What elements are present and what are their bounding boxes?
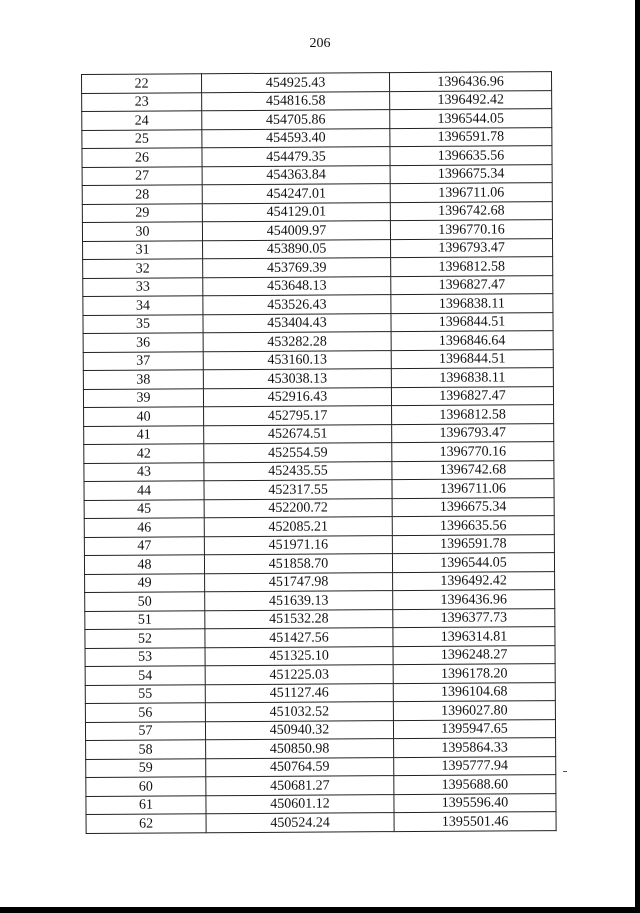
x-coordinate-cell: 454247.01 [202,184,390,204]
table-row [85,664,555,685]
table-row [86,775,556,796]
y-coordinate-cell: 1396436.96 [389,72,551,91]
table-row [84,460,554,481]
x-coordinate-cell: 452674.51 [204,424,392,444]
y-coordinate-cell: 1396635.56 [392,516,554,535]
point-number-cell: 48 [84,555,204,574]
y-coordinate-cell: 1396178.20 [393,664,555,683]
x-coordinate-cell: 452916.43 [203,387,391,407]
x-coordinate-cell: 453648.13 [203,276,391,296]
point-number-cell: 61 [86,795,206,814]
table-row [86,756,556,777]
x-coordinate-cell: 453890.05 [203,239,391,259]
table-row [83,331,553,352]
x-coordinate-cell: 454009.97 [202,221,390,241]
x-coordinate-cell: 453038.13 [203,369,391,389]
table-row [85,701,555,722]
y-coordinate-cell: 1396377.73 [393,608,555,627]
y-coordinate-cell: 1396675.34 [390,164,552,183]
y-coordinate-cell: 1395864.33 [394,738,556,757]
y-coordinate-cell: 1396492.42 [393,571,555,590]
x-coordinate-cell: 450940.32 [205,720,393,740]
table-row [86,793,556,814]
table-row [82,164,552,185]
table-row [83,368,553,389]
table-row [83,349,553,370]
y-coordinate-cell: 1395777.94 [394,756,556,775]
x-coordinate-cell: 452795.17 [204,406,392,426]
table-row [82,72,552,93]
table-row [84,479,554,500]
point-number-cell: 56 [85,703,205,722]
y-coordinate-cell: 1396812.58 [392,405,554,424]
x-coordinate-cell: 453404.43 [203,313,391,333]
stray-scan-mark [563,771,567,772]
y-coordinate-cell: 1395501.46 [394,812,556,831]
table-row [86,812,556,833]
point-number-cell: 49 [85,573,205,592]
x-coordinate-cell: 451532.28 [205,609,393,629]
x-coordinate-cell: 454925.43 [202,73,390,93]
point-number-cell: 35 [83,314,203,333]
table-row [84,423,554,444]
coordinate-table-body [82,72,557,833]
point-number-cell: 39 [83,388,203,407]
point-number-cell: 43 [84,462,204,481]
y-coordinate-cell: 1396844.51 [391,349,553,368]
y-coordinate-cell: 1396793.47 [391,238,553,257]
point-number-cell: 44 [84,481,204,500]
y-coordinate-cell: 1396846.64 [391,331,553,350]
point-number-cell: 31 [83,240,203,259]
table-row [84,442,554,463]
point-number-cell: 40 [84,407,204,426]
x-coordinate-cell: 450681.27 [206,776,394,796]
point-number-cell: 30 [82,222,202,241]
y-coordinate-cell: 1396770.16 [390,220,552,239]
point-number-cell: 26 [82,148,202,167]
y-coordinate-cell: 1396827.47 [391,275,553,294]
page-number: 206 [309,36,331,51]
x-coordinate-cell: 450850.98 [206,739,394,759]
x-coordinate-cell: 453160.13 [203,350,391,370]
y-coordinate-cell: 1396793.47 [392,423,554,442]
table-row [83,257,553,278]
x-coordinate-cell: 454363.84 [202,165,390,185]
y-coordinate-cell: 1396104.68 [393,682,555,701]
table-row [83,386,553,407]
x-coordinate-cell: 451747.98 [205,572,393,592]
x-coordinate-cell: 453526.43 [203,295,391,315]
scan-edge-bottom [0,907,640,913]
x-coordinate-cell: 454479.35 [202,147,390,167]
table-row [84,516,554,537]
y-coordinate-cell: 1396770.16 [392,442,554,461]
y-coordinate-cell: 1395596.40 [394,793,556,812]
y-coordinate-cell: 1396314.81 [393,627,555,646]
table-row [85,682,555,703]
y-coordinate-cell: 1395947.65 [393,719,555,738]
table-row [82,127,552,148]
point-number-cell: 46 [84,518,204,537]
point-number-cell: 33 [83,277,203,296]
scan-edge-right [635,0,640,913]
x-coordinate-cell: 452200.72 [204,498,392,518]
table-row [85,608,555,629]
table-row [82,220,552,241]
table-row [85,627,555,648]
table-row [83,275,553,296]
y-coordinate-cell: 1396711.06 [390,183,552,202]
table-row [84,405,554,426]
coordinate-table-container [81,71,556,833]
x-coordinate-cell: 451427.56 [205,628,393,648]
point-number-cell: 57 [85,721,205,740]
x-coordinate-cell: 450524.24 [206,813,394,833]
point-number-cell: 51 [85,610,205,629]
point-number-cell: 54 [85,666,205,685]
point-number-cell: 22 [82,74,202,93]
table-row [83,294,553,315]
point-number-cell: 23 [82,92,202,111]
point-number-cell: 47 [84,536,204,555]
table-row [84,534,554,555]
table-row [84,553,554,574]
table-row [83,312,553,333]
point-number-cell: 52 [85,629,205,648]
x-coordinate-cell: 454129.01 [202,202,390,222]
point-number-cell: 55 [85,684,205,703]
point-number-cell: 36 [83,333,203,352]
x-coordinate-cell: 452085.21 [204,517,392,537]
y-coordinate-cell: 1396838.11 [391,294,553,313]
table-row [85,645,555,666]
table-row [82,90,552,111]
y-coordinate-cell: 1396544.05 [392,553,554,572]
table-row [85,571,555,592]
x-coordinate-cell: 451325.10 [205,646,393,666]
table-row [84,497,554,518]
point-number-cell: 45 [84,499,204,518]
y-coordinate-cell: 1396591.78 [390,127,552,146]
y-coordinate-cell: 1396827.47 [391,386,553,405]
point-number-cell: 28 [82,185,202,204]
y-coordinate-cell: 1396742.68 [392,460,554,479]
y-coordinate-cell: 1396812.58 [391,257,553,276]
x-coordinate-cell: 451971.16 [204,535,392,555]
table-row [82,109,552,130]
x-coordinate-cell: 454816.58 [202,91,390,111]
point-number-cell: 50 [85,592,205,611]
point-number-cell: 58 [86,740,206,759]
y-coordinate-cell: 1396844.51 [391,312,553,331]
point-number-cell: 25 [82,129,202,148]
y-coordinate-cell: 1396675.34 [392,497,554,516]
y-coordinate-cell: 1396635.56 [390,146,552,165]
coordinate-table [81,71,557,833]
table-row [85,719,555,740]
y-coordinate-cell: 1396742.68 [390,201,552,220]
x-coordinate-cell: 452435.55 [204,461,392,481]
x-coordinate-cell: 451127.46 [205,683,393,703]
y-coordinate-cell: 1396248.27 [393,645,555,664]
x-coordinate-cell: 451032.52 [205,702,393,722]
x-coordinate-cell: 452554.59 [204,443,392,463]
point-number-cell: 38 [83,370,203,389]
point-number-cell: 60 [86,777,206,796]
y-coordinate-cell: 1396591.78 [392,534,554,553]
point-number-cell: 62 [86,814,206,833]
point-number-cell: 53 [85,647,205,666]
y-coordinate-cell: 1395688.60 [394,775,556,794]
x-coordinate-cell: 453282.28 [203,332,391,352]
point-number-cell: 59 [86,758,206,777]
x-coordinate-cell: 451225.03 [205,665,393,685]
y-coordinate-cell: 1396027.80 [393,701,555,720]
point-number-cell: 42 [84,444,204,463]
point-number-cell: 37 [83,351,203,370]
point-number-cell: 32 [83,259,203,278]
y-coordinate-cell: 1396838.11 [391,368,553,387]
x-coordinate-cell: 451639.13 [205,591,393,611]
y-coordinate-cell: 1396544.05 [390,109,552,128]
y-coordinate-cell: 1396436.96 [393,590,555,609]
point-number-cell: 29 [82,203,202,222]
x-coordinate-cell: 451858.70 [204,554,392,574]
table-row [82,183,552,204]
x-coordinate-cell: 453769.39 [203,258,391,278]
table-row [85,590,555,611]
point-number-cell: 34 [83,296,203,315]
point-number-cell: 24 [82,111,202,130]
point-number-cell: 27 [82,166,202,185]
point-number-cell: 41 [84,425,204,444]
table-row [83,238,553,259]
x-coordinate-cell: 450601.12 [206,794,394,814]
table-row [82,146,552,167]
x-coordinate-cell: 452317.55 [204,480,392,500]
y-coordinate-cell: 1396492.42 [390,90,552,109]
y-coordinate-cell: 1396711.06 [392,479,554,498]
x-coordinate-cell: 454593.40 [202,128,390,148]
table-row [86,738,556,759]
x-coordinate-cell: 454705.86 [202,110,390,130]
table-row [82,201,552,222]
x-coordinate-cell: 450764.59 [206,757,394,777]
